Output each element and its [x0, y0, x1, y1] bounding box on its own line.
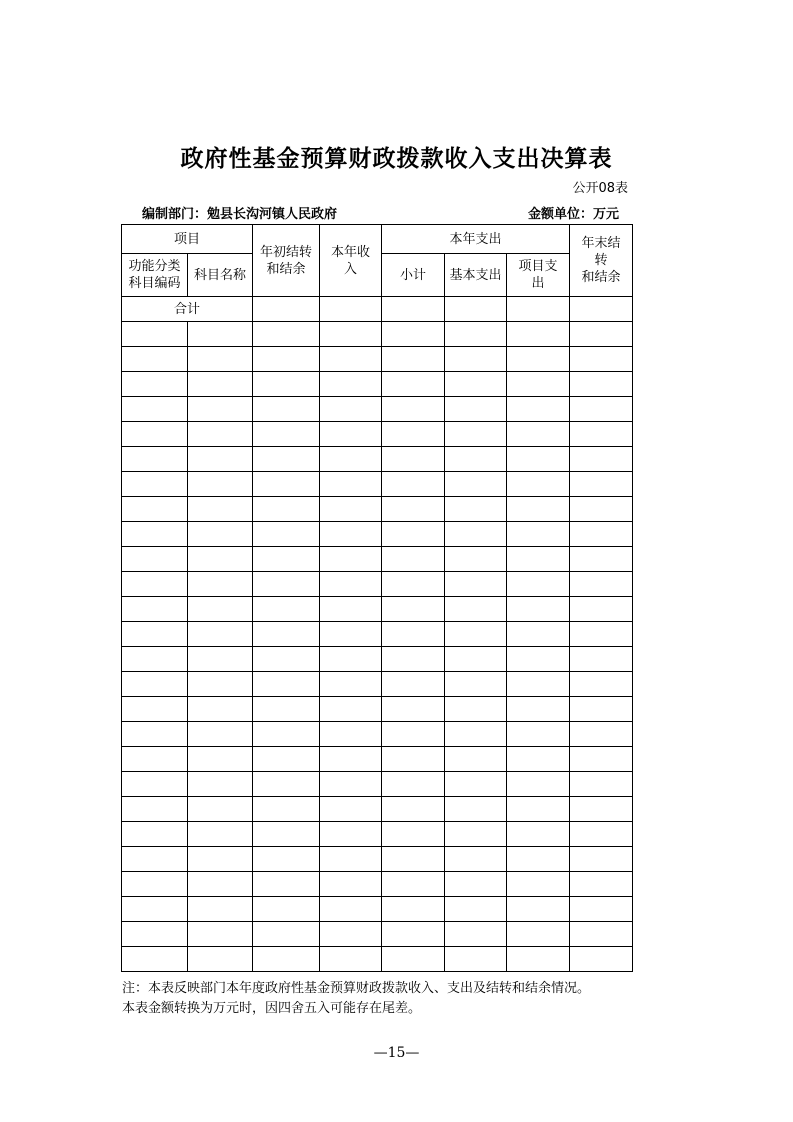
table-cell	[188, 472, 253, 497]
table-cell	[320, 722, 382, 747]
table-row	[122, 497, 633, 522]
table-cell	[188, 522, 253, 547]
table-row	[122, 372, 633, 397]
table-cell	[122, 522, 188, 547]
table-cell	[122, 347, 188, 372]
table-cell	[570, 922, 633, 947]
table-cell	[445, 572, 507, 597]
table-cell	[188, 597, 253, 622]
table-cell	[188, 347, 253, 372]
table-cell	[253, 647, 320, 672]
table-cell	[320, 672, 382, 697]
table-cell	[122, 697, 188, 722]
table-cell	[320, 622, 382, 647]
table-cell	[320, 647, 382, 672]
table-cell	[188, 797, 253, 822]
table-cell	[382, 747, 445, 772]
table-cell	[382, 647, 445, 672]
table-cell	[188, 547, 253, 572]
table-cell	[320, 547, 382, 572]
table-cell	[122, 597, 188, 622]
table-cell	[382, 672, 445, 697]
table-row	[122, 347, 633, 372]
table-cell	[570, 422, 633, 447]
table-cell	[382, 622, 445, 647]
table-cell	[253, 672, 320, 697]
table-cell	[507, 347, 570, 372]
table-cell	[320, 397, 382, 422]
table-cell	[382, 797, 445, 822]
table-cell	[445, 372, 507, 397]
table-cell	[445, 597, 507, 622]
table-cell	[320, 747, 382, 772]
table-cell	[507, 297, 570, 322]
table-cell	[320, 697, 382, 722]
table-cell	[382, 372, 445, 397]
table-cell	[188, 422, 253, 447]
table-cell	[570, 797, 633, 822]
table-cell	[382, 922, 445, 947]
table-cell	[570, 522, 633, 547]
table-cell	[382, 947, 445, 972]
table-cell	[253, 922, 320, 947]
table-cell	[507, 697, 570, 722]
table-cell	[188, 722, 253, 747]
table-cell	[570, 322, 633, 347]
table-cell	[382, 297, 445, 322]
table-cell	[507, 597, 570, 622]
table-cell	[445, 697, 507, 722]
table-cell	[253, 697, 320, 722]
table-cell	[188, 497, 253, 522]
table-cell	[122, 422, 188, 447]
table-cell	[188, 697, 253, 722]
table-cell	[507, 872, 570, 897]
table-cell	[320, 347, 382, 372]
table-cell	[570, 447, 633, 472]
table-cell	[445, 772, 507, 797]
table-cell	[507, 422, 570, 447]
table-cell	[253, 797, 320, 822]
table-cell	[188, 772, 253, 797]
table-cell	[570, 472, 633, 497]
table-cell	[122, 672, 188, 697]
header-end-balance: 年末结 转 和结余	[570, 225, 633, 297]
table-cell	[507, 447, 570, 472]
table-cell	[253, 622, 320, 647]
table-cell	[570, 547, 633, 572]
table-cell	[570, 397, 633, 422]
table-cell	[122, 797, 188, 822]
table-cell	[445, 622, 507, 647]
table-cell	[122, 372, 188, 397]
table-cell	[122, 722, 188, 747]
table-cell	[253, 847, 320, 872]
table-cell	[253, 397, 320, 422]
table-cell	[320, 572, 382, 597]
table-cell	[507, 947, 570, 972]
table-cell	[445, 547, 507, 572]
table-cell	[445, 522, 507, 547]
table-row	[122, 722, 633, 747]
table-cell	[507, 322, 570, 347]
table-cell	[570, 697, 633, 722]
table-cell	[445, 722, 507, 747]
form-number: 公开08表	[572, 181, 628, 196]
total-row	[122, 297, 633, 322]
table-cell	[382, 722, 445, 747]
table-cell	[122, 497, 188, 522]
table-cell	[382, 897, 445, 922]
table-cell	[507, 797, 570, 822]
table-cell	[382, 347, 445, 372]
table-cell	[253, 347, 320, 372]
table-cell	[445, 472, 507, 497]
table-row	[122, 672, 633, 697]
table-cell	[382, 847, 445, 872]
table-cell	[445, 897, 507, 922]
table-cell	[320, 847, 382, 872]
table-cell	[382, 522, 445, 547]
table-cell	[320, 522, 382, 547]
table-cell	[188, 922, 253, 947]
table-cell	[382, 822, 445, 847]
table-cell	[188, 897, 253, 922]
table-cell	[122, 647, 188, 672]
table-cell	[382, 772, 445, 797]
table-row	[122, 472, 633, 497]
table-cell	[320, 297, 382, 322]
department-label: 编制部门：勉县长沟河镇人民政府	[142, 207, 338, 222]
table-cell	[382, 497, 445, 522]
table-cell	[382, 697, 445, 722]
table-cell	[122, 747, 188, 772]
table-cell	[320, 322, 382, 347]
table-row	[122, 447, 633, 472]
table-cell	[320, 472, 382, 497]
table-cell	[253, 772, 320, 797]
table-cell	[382, 872, 445, 897]
table-row	[122, 597, 633, 622]
table-cell	[507, 547, 570, 572]
table-cell	[507, 897, 570, 922]
table-cell	[253, 747, 320, 772]
table-cell	[320, 597, 382, 622]
table-row	[122, 897, 633, 922]
table-cell	[320, 772, 382, 797]
table-cell	[188, 372, 253, 397]
table-row	[122, 947, 633, 972]
table-cell	[122, 547, 188, 572]
table-row	[122, 847, 633, 872]
budget-table	[121, 224, 633, 972]
table-cell	[253, 947, 320, 972]
table-cell	[382, 397, 445, 422]
table-cell	[253, 372, 320, 397]
table-cell	[320, 372, 382, 397]
table-cell	[122, 872, 188, 897]
table-cell	[253, 722, 320, 747]
footnote	[122, 979, 590, 1019]
table-cell	[507, 922, 570, 947]
table-row	[122, 797, 633, 822]
table-cell	[253, 572, 320, 597]
table-cell	[445, 672, 507, 697]
table-cell	[188, 947, 253, 972]
table-cell	[382, 547, 445, 572]
table-cell	[188, 322, 253, 347]
table-row	[122, 322, 633, 347]
header-income: 本年收 入	[320, 225, 382, 297]
table-cell	[253, 822, 320, 847]
footnote-line-2: 本表金额转换为万元时，因四舍五入可能存在尾差。	[122, 1001, 422, 1016]
table-cell	[253, 447, 320, 472]
header-name: 科目名称	[188, 254, 253, 297]
table-cell	[253, 472, 320, 497]
table-cell	[188, 847, 253, 872]
table-row	[122, 872, 633, 897]
footnote-line-1: 注：本表反映部门本年度政府性基金预算财政拨款收入、支出及结转和结余情况。	[122, 981, 591, 996]
table-cell	[570, 722, 633, 747]
header-basic: 基本支出	[445, 254, 507, 297]
table-cell	[507, 722, 570, 747]
table-cell	[507, 772, 570, 797]
table-row	[122, 747, 633, 772]
table-cell	[507, 672, 570, 697]
header-subtotal: 小计	[382, 254, 445, 297]
table-cell	[320, 872, 382, 897]
header-item: 项目	[122, 225, 253, 254]
table-cell	[570, 947, 633, 972]
table-cell	[445, 797, 507, 822]
table-cell	[507, 747, 570, 772]
table-cell	[570, 347, 633, 372]
table-cell	[382, 572, 445, 597]
table-cell	[507, 497, 570, 522]
page-number: —15—	[373, 1045, 420, 1061]
table-cell	[320, 797, 382, 822]
table-cell	[445, 447, 507, 472]
table-cell	[253, 422, 320, 447]
table-cell	[188, 572, 253, 597]
table-cell	[320, 897, 382, 922]
header-begin-balance: 年初结转 和结余	[253, 225, 320, 297]
table-cell	[253, 597, 320, 622]
table-cell	[445, 497, 507, 522]
table-cell	[570, 897, 633, 922]
table-cell	[253, 872, 320, 897]
table-row	[122, 397, 633, 422]
table-row	[122, 822, 633, 847]
table-cell	[122, 947, 188, 972]
table-cell	[570, 872, 633, 897]
table-cell	[122, 847, 188, 872]
total-label: 合计	[122, 297, 253, 322]
table-cell	[122, 397, 188, 422]
table-cell	[507, 472, 570, 497]
table-cell	[320, 422, 382, 447]
table-cell	[507, 647, 570, 672]
table-cell	[188, 822, 253, 847]
table-cell	[122, 822, 188, 847]
table-row	[122, 697, 633, 722]
table-cell	[445, 347, 507, 372]
table-cell	[507, 372, 570, 397]
table-cell	[253, 497, 320, 522]
table-cell	[188, 747, 253, 772]
table-cell	[445, 947, 507, 972]
table-cell	[445, 922, 507, 947]
table-cell	[382, 322, 445, 347]
table-cell	[320, 447, 382, 472]
table-cell	[122, 897, 188, 922]
table-cell	[445, 822, 507, 847]
table-cell	[122, 622, 188, 647]
table-cell	[320, 497, 382, 522]
table-cell	[570, 747, 633, 772]
table-row	[122, 522, 633, 547]
table-cell	[445, 397, 507, 422]
table-cell	[570, 847, 633, 872]
table-cell	[253, 297, 320, 322]
table-cell	[445, 422, 507, 447]
table-cell	[122, 572, 188, 597]
table-cell	[507, 847, 570, 872]
table-cell	[320, 947, 382, 972]
table-cell	[570, 772, 633, 797]
table-cell	[320, 922, 382, 947]
table-cell	[507, 572, 570, 597]
table-cell	[122, 772, 188, 797]
table-cell	[253, 897, 320, 922]
table-cell	[570, 822, 633, 847]
table-cell	[320, 822, 382, 847]
table-cell	[570, 572, 633, 597]
table-row	[122, 922, 633, 947]
table-row	[122, 572, 633, 597]
table-cell	[122, 447, 188, 472]
table-row	[122, 422, 633, 447]
table-cell	[253, 547, 320, 572]
table-cell	[382, 447, 445, 472]
table-cell	[570, 622, 633, 647]
table-row	[122, 622, 633, 647]
table-cell	[382, 422, 445, 447]
table-cell	[570, 497, 633, 522]
table-cell	[507, 522, 570, 547]
table-cell	[507, 622, 570, 647]
table-cell	[445, 297, 507, 322]
table-cell	[445, 647, 507, 672]
header-expense: 本年支出	[382, 225, 570, 254]
table-cell	[382, 597, 445, 622]
table-cell	[253, 522, 320, 547]
table-cell	[570, 372, 633, 397]
header-project: 项目支 出	[507, 254, 570, 297]
table-cell	[445, 847, 507, 872]
table-cell	[570, 297, 633, 322]
table-cell	[445, 322, 507, 347]
table-cell	[188, 397, 253, 422]
table-cell	[188, 647, 253, 672]
table-row	[122, 647, 633, 672]
header-code: 功能分类 科目编码	[122, 254, 188, 297]
table-cell	[507, 822, 570, 847]
table-cell	[570, 672, 633, 697]
table-cell	[122, 922, 188, 947]
unit-label: 金额单位：万元	[528, 207, 620, 222]
table-cell	[570, 647, 633, 672]
table-cell	[188, 447, 253, 472]
table-cell	[445, 747, 507, 772]
table-cell	[445, 872, 507, 897]
table-cell	[382, 472, 445, 497]
table-cell	[188, 622, 253, 647]
table-cell	[253, 322, 320, 347]
table-cell	[122, 472, 188, 497]
table-cell	[188, 872, 253, 897]
table-cell	[122, 322, 188, 347]
table-cell	[507, 397, 570, 422]
table-cell	[570, 597, 633, 622]
page-title: 政府性基金预算财政拨款收入支出决算表	[180, 146, 613, 172]
table-row	[122, 547, 633, 572]
table-row	[122, 772, 633, 797]
table-cell	[188, 672, 253, 697]
